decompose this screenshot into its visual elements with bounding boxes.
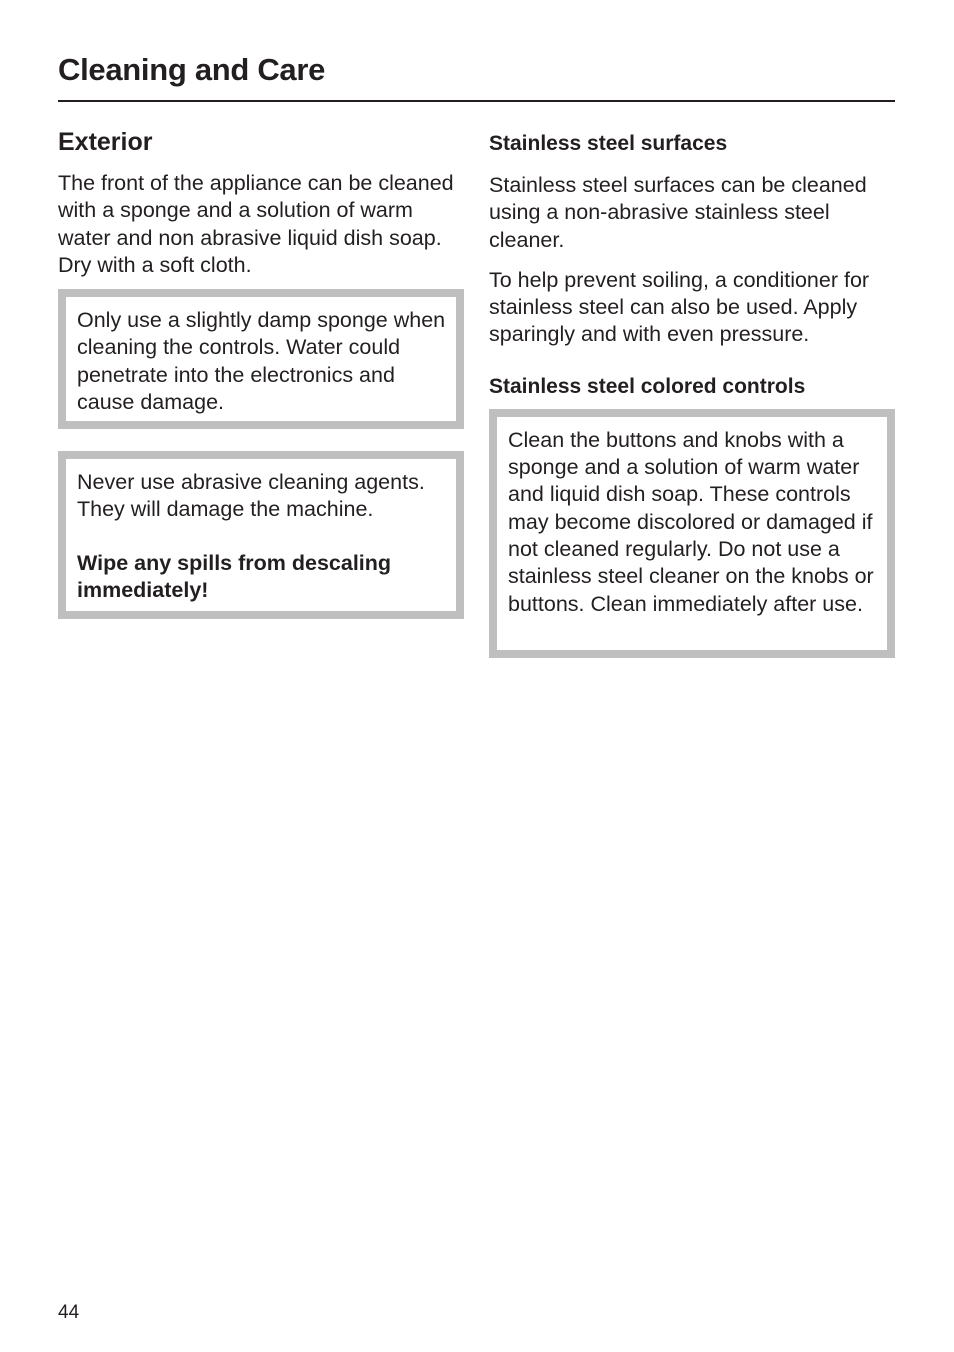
subheading-colored-controls: Stainless steel colored controls [489, 374, 806, 398]
note-abrasive-text: Never use abrasive cleaning agents. They will damage the machine. [77, 470, 425, 522]
exterior-paragraph: The front of the appliance can be cleaned with a sponge and a solution of warm water and non abrasive liquid dish soap. Dry with a soft cloth. [58, 171, 454, 277]
subheading-stainless-surfaces: Stainless steel surfaces [489, 132, 728, 155]
right-column [489, 122, 895, 658]
note-colored-controls-text: Clean the buttons and knobs with a sponge and a solution of warm water and liquid dish soap. These controls may become discolored or damaged if not cleaned regularly. Do not use a stainless steel cleaner on the knobs or buttons. Clean immediately after use. [508, 427, 874, 616]
note-box-controls [58, 289, 464, 429]
conditioner-paragraph: To help prevent soiling, a conditioner for stainless steel can also be used. Apply sparingly and with even pressure. [489, 267, 870, 347]
note-descaling-warning: Wipe any spills from descaling immediately! [77, 550, 392, 603]
page-title: Cleaning and Care [58, 52, 326, 87]
note-box-colored-controls [489, 409, 895, 658]
note-box-abrasive [58, 451, 464, 619]
note-controls-text: Only use a slightly damp sponge when cleaning the controls. Water could penetrate into the electronics and cause damage. [77, 308, 446, 415]
section-heading-exterior: Exterior [58, 128, 153, 156]
left-column [58, 122, 464, 619]
title-divider [58, 100, 895, 102]
page-number: 44 [58, 1302, 80, 1323]
stainless-surfaces-paragraph: Stainless steel surfaces can be cleaned using a non-abrasive stainless steel cleaner. [489, 173, 867, 252]
